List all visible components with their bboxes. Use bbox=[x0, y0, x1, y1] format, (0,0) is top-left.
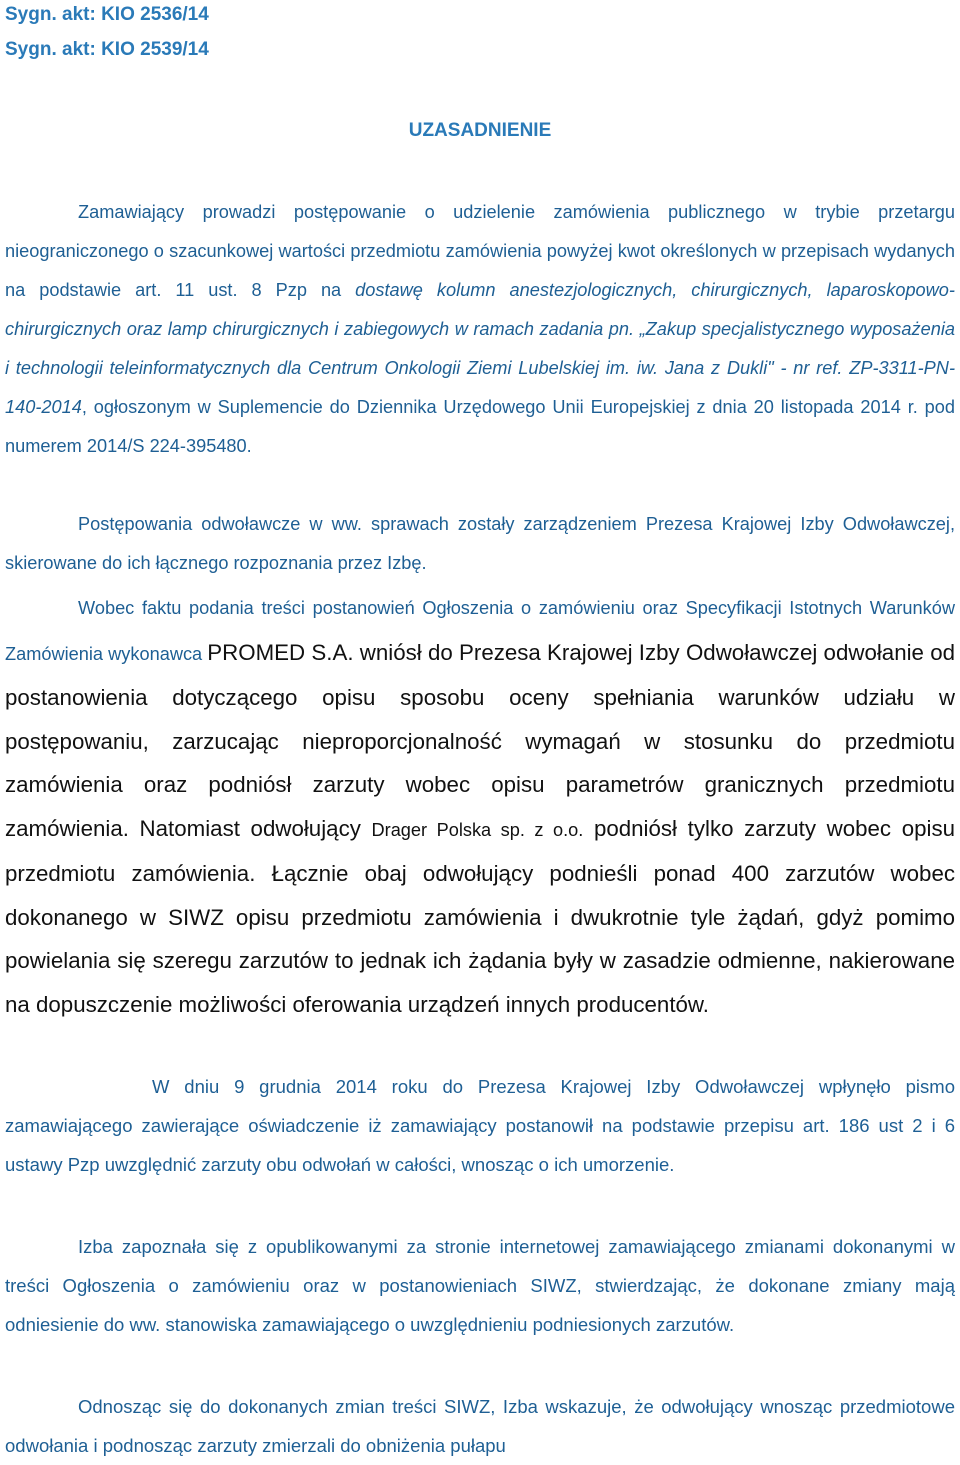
case-number-2: Sygn. akt: KIO 2539/14 bbox=[5, 39, 209, 60]
paragraph-6: Odnosząc się do dokonanych zmian treści SIWZ, Izba wskazuje, że odwołujący wnosząc przedmiotowe odwołania i podnosząc zarzuty zmierzali do obniżenia pułapu bbox=[5, 1396, 955, 1457]
paragraph-1-text-a: Zamawiający prowadzi postępowanie o udzielenie zamówienia publicznego w trybie przetargu nieograniczonego o szacunkowej wartości przedmiotu zamówienia powyżej kwot określonych w przepisach wydanych na podstawie art. 11 ust. 8 Pzp na bbox=[5, 202, 955, 300]
paragraph-2: Postępowania odwoławcze w ww. sprawach zostały zarządzeniem Prezesa Krajowej Izby Odwoławczej, skierowane do ich łącznego rozpoznania przez Izbę. bbox=[5, 514, 955, 573]
paragraph-3-text-a: Wobec faktu podania treści postanowień Ogłoszenia o zamówieniu oraz Specyfikacji Istotnych Warunków Zamówienia wykonawca bbox=[5, 598, 955, 664]
paragraph-1-text-c: , ogłoszonym w Suplemencie do Dziennika Urzędowego Unii Europejskiej z dnia 20 listopada 2014 r. pod numerem 2014/S 224-395480. bbox=[5, 397, 955, 456]
case-number-1: Sygn. akt: KIO 2536/14 bbox=[5, 4, 209, 25]
paragraph-3-text-b: PROMED S.A. wniósł do Prezesa Krajowej Izby Odwoławczej odwołanie od postanowienia dotyczącego opisu sposobu oceny spełniania warunków udziału w postępowaniu, zarzucając nieproporcjonalność wymagań w stosunku do przedmiotu zamówienia oraz podniósł zarzuty wobec opisu parametrów granicznych przedmiotu zamówienia. Natomiast odwołujący bbox=[5, 639, 956, 841]
paragraph-5: Izba zapoznała się z opublikowanymi za stronie internetowej zamawiającego zmianami dokonanymi w treści Ogłoszenia o zamówieniu oraz w postanowieniach SIWZ, stwierdzając, że dokonane zmiany mają odniesienie do ww. stanowiska zamawiającego o uwzględnieniu podniesionych zarzutów. bbox=[5, 1236, 955, 1336]
paragraph-3 bbox=[5, 585, 955, 1026]
paragraph-3-text-d: podniósł tylko zarzuty wobec opisu przedmiotu zamówienia. Łącznie obaj odwołujący podnieśli ponad 400 zarzutów wobec dokonanego w SIWZ opisu przedmiotu zamówienia i dwukrotnie tyle żądań, gdyż pomimo powielania się szeregu zarzutów to jednak ich żądania były w zasadzie odmienne, nakierowane na dopuszczenie możliwości oferowania urządzeń innych producentów. bbox=[5, 815, 955, 1017]
paragraph-1 bbox=[5, 193, 955, 466]
paragraph-3-text-c: Drager Polska sp. z o.o. bbox=[371, 819, 584, 840]
paragraph-1-text-b: dostawę kolumn anestezjologicznych, chirurgicznych, laparoskopowo-chirurgicznych oraz lamp chirurgicznych i zabiegowych w ramach zadania pn. „Zakup specjalistycznego wyposażenia i technologii teleinformatycznych dla Centrum Onkologii Ziemi Lubelskiej im. iw. Jana z Dukli" - nr ref. ZP-3311-PN-140-2014 bbox=[5, 280, 955, 417]
document-title: UZASADNIENIE bbox=[408, 120, 552, 141]
paragraph-4: W dniu 9 grudnia 2014 roku do Prezesa Krajowej Izby Odwoławczej wpłynęło pismo zamawiającego zawierające oświadczenie iż zamawiający postanowił na podstawie przepisu art. 186 ust 2 i 6 ustawy Pzp uwzględnić zarzuty obu odwołań w całości, wnosząc o ich umorzenie. bbox=[5, 1076, 955, 1176]
